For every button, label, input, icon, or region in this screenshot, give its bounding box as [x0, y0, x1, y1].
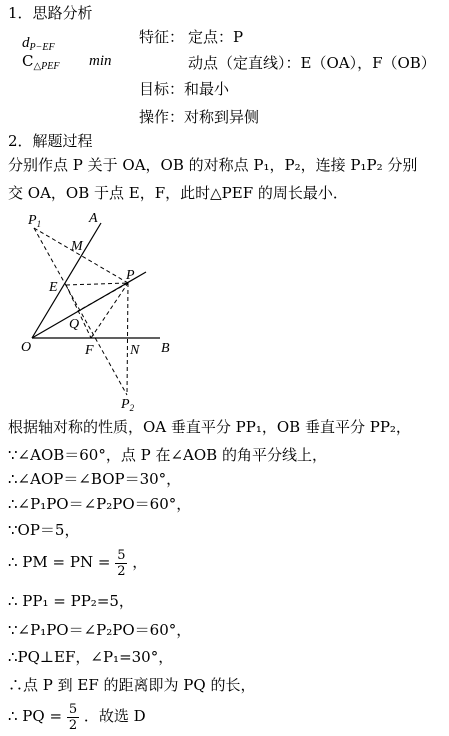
seg-FP [91, 283, 128, 338]
feature-label: 特征： [139, 28, 185, 46]
label-M: M [71, 239, 83, 254]
proof-line-2: ∵∠AOB＝60°，点 P 在∠AOB 的角平分线上， [8, 446, 327, 464]
proof-line-10: ∴点 P 到 EF 的距离即为 PQ 的长， [8, 676, 256, 694]
operation: 操作：对称到异侧 [139, 108, 260, 126]
label-N: N [130, 343, 140, 358]
proof-line-3: ∴∠AOP＝∠BOP＝30°， [8, 470, 182, 488]
label-A: A [89, 211, 98, 226]
label-Q: Q [69, 317, 80, 332]
proof-line-7: ∴ PP₁ = PP₂=5， [8, 592, 134, 610]
seg-PP2 [127, 283, 128, 395]
proof-line-4: ∴∠P₁PO＝∠P₂PO＝60°， [8, 495, 192, 513]
fixed-point: 定点：P [188, 28, 244, 46]
solution-line-1: 分别作点 P 关于 OA，OB 的对称点 P₁，P₂，连接 P₁P₂ 分别 [8, 156, 418, 174]
ray-OA [32, 223, 101, 338]
fraction-5-over-2: $\frac{5}{2}$ [117, 547, 126, 579]
proof-line-5: ∵OP＝5， [8, 521, 80, 539]
label-P: P [126, 268, 135, 283]
proof-line-9: ∴PQ⊥EF，∠P₁=30°， [8, 648, 174, 666]
c-formula: $C_{\triangle PEF}$ [22, 52, 60, 72]
geometry-figure [0, 205, 200, 415]
fraction-5-over-2-b: $\frac{5}{2}$ [68, 701, 78, 733]
solution-line-2: 交 OA，OB 于点 E，F，此时△PEF 的周长最小． [8, 184, 348, 202]
proof-line-1: 根据轴对称的性质，OA 垂直平分 PP₁，OB 垂直平分 PP₂， [8, 418, 411, 436]
moving-point: 动点（定直线）：E（OA），F（OB） [188, 54, 436, 72]
label-F: F [85, 343, 94, 358]
d-formula: $d_{P-EF}$ [22, 35, 55, 53]
min-label: min [89, 53, 112, 69]
seg-EP [66, 283, 128, 285]
label-E: E [49, 280, 58, 295]
section2-heading: 2．解题过程 [8, 132, 93, 150]
proof-line-6: ∴ PM = PN = $\frac{5}{2}$ ， [8, 547, 148, 579]
section1-heading: 1．思路分析 [8, 4, 93, 22]
label-P2: $P_2$ [121, 397, 135, 413]
label-O: O [21, 340, 32, 355]
label-P1: $P_1$ [28, 213, 42, 229]
proof-line-8: ∵∠P₁PO＝∠P₂PO＝60°， [8, 621, 192, 639]
goal: 目标：和最小 [139, 80, 230, 98]
proof-line-11: ∴ PQ = $\frac{5}{2}$ ．故选 D [8, 701, 146, 733]
label-B: B [161, 341, 170, 356]
